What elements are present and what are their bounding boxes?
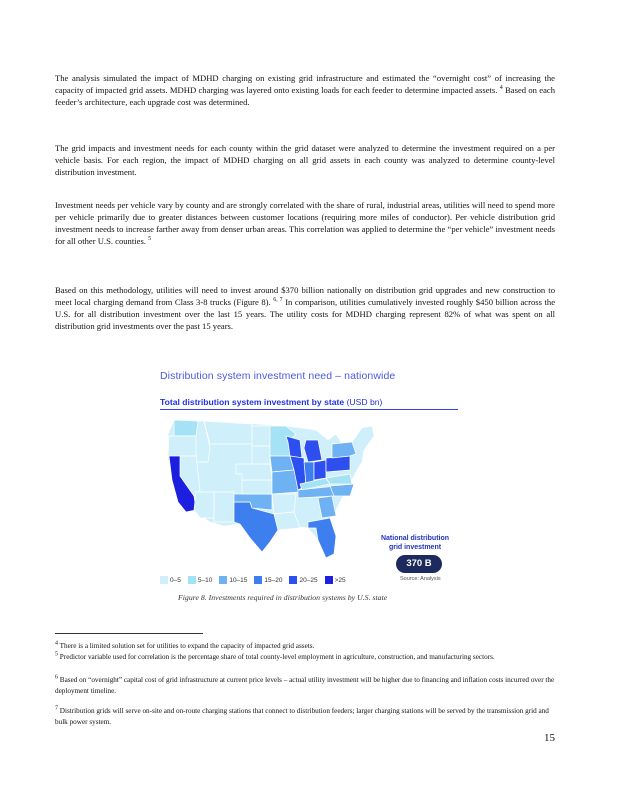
state-kansas	[242, 480, 272, 494]
legend-swatch	[219, 576, 227, 584]
state-arizona	[194, 492, 214, 518]
state-florida	[308, 518, 336, 558]
national-investment-value: 370 B	[396, 555, 442, 573]
footnote	[55, 652, 555, 663]
footnote-ref[interactable]: 6, 7	[273, 297, 283, 304]
paragraph-methodology	[55, 284, 555, 332]
paragraph-grid-impacts: The grid impacts and investment needs for each county within the grid dataset were analyzed to determine the investment required on a per vehicle basis. For each region, the impact of MDHD charging on all grid assets in each county was analyzed to determine county-level distribution investment.	[55, 143, 555, 177]
us-map	[166, 418, 378, 566]
legend-item	[325, 576, 346, 584]
footnote	[55, 641, 555, 652]
paragraph-text: In comparison, utilities cumulatively invested roughly $450 billion across the U.S. for all distribution investment over the last 15 years. The utility costs for MDHD charging represent 82% of what was spent on all distribution grid investments over the past 15 years.	[55, 297, 556, 331]
legend-swatch	[254, 576, 262, 584]
state-washington	[174, 420, 198, 436]
footnote-number: 7	[55, 705, 58, 712]
state-ohio	[314, 460, 326, 480]
national-label-line1: National distribution	[380, 535, 450, 542]
footnote-divider	[55, 633, 203, 634]
state-north-carolina	[330, 484, 354, 496]
legend-swatch	[160, 576, 168, 584]
paragraph-text: Based on this methodology, utilities will need to invest around $370 billion nationally on distribution grid upgrades and new construction to meet local charging demand from Class 3-8 trucks (Figure 8).	[55, 285, 555, 307]
footnote-text: There is a limited solution set for utilities to expand the capacity of impacted grid assets.	[59, 642, 315, 650]
footnote-text: Based on “overnight” capital cost of grid infrastructure at current price levels – actual utility investment will be higher due to financing and inflation costs incurred over the deployment timeline.	[55, 676, 555, 695]
paragraph-text: The analysis simulated the impact of MDHD charging on existing grid infrastructure and estimated the “overnight cost” of increasing the capacity of impacted grid assets. MDHD charging was layered onto existing loads for each feeder to determine impacted assets.	[55, 73, 555, 95]
figure-source: Source: Analysis	[400, 576, 441, 582]
footnote-text: Predictor variable used for correlation is the percentage share of total county-level employment in agriculture, construction, and manufacturing sectors.	[59, 653, 495, 661]
legend-label: 15–20	[264, 576, 283, 584]
legend-swatch	[289, 576, 297, 584]
footnote-ref[interactable]: 4	[499, 85, 503, 92]
legend-label: >25	[334, 576, 346, 584]
figure-8	[160, 370, 460, 610]
state-north-dakota	[252, 426, 270, 446]
page-number: 15	[544, 732, 555, 744]
national-investment-label	[370, 534, 460, 552]
paragraph-per-vehicle	[55, 199, 555, 247]
legend-item	[188, 576, 212, 584]
state-south-dakota	[252, 446, 270, 464]
legend-item	[254, 576, 282, 584]
figure-unit: (USD bn)	[346, 397, 383, 407]
legend-label: 0–5	[170, 576, 181, 584]
national-label-line2: grid investment	[388, 544, 442, 551]
legend-swatch	[188, 576, 196, 584]
legend-item	[160, 576, 181, 584]
figure-caption: Figure 8. Investments required in distribution systems by U.S. state	[178, 593, 388, 602]
paragraph-text: Investment needs per vehicle vary by county and are strongly correlated with the share of rural, industrial areas, utilities will need to spend more per vehicle primarily due to greater distances between customer locations (requiring more miles of conductor). Per vehicle distribution grid investment needs to increase farther away from denser urban areas. This correlation was applied to determine the “per vehicle” investment needs for all other U.S. counties.	[55, 200, 555, 246]
state-montana	[204, 421, 252, 444]
state-indiana	[304, 462, 314, 484]
legend-label: 10–15	[229, 576, 248, 584]
footnote-text: Distribution grids will serve on-site and on-route charging stations that connect to distribution feeders; larger charging stations will be served by the transmission grid and bulk power system.	[55, 707, 549, 726]
figure-rule	[160, 409, 458, 410]
legend-item	[219, 576, 247, 584]
legend-swatch	[325, 576, 333, 584]
footnote-number: 5	[55, 651, 58, 658]
footnote-ref[interactable]: 5	[148, 236, 152, 243]
footnote	[55, 706, 555, 727]
state-new-mexico	[214, 492, 234, 522]
figure-subtitle-text: Total distribution system investment by state	[160, 397, 345, 407]
state-pennsylvania	[326, 456, 350, 472]
figure-title: Distribution system investment need – nationwide	[160, 370, 396, 382]
legend-label: 5–10	[197, 576, 213, 584]
paragraph-analysis	[55, 72, 555, 108]
footnote	[55, 675, 555, 696]
footnote-number: 6	[55, 674, 58, 681]
legend-label: 20–25	[299, 576, 318, 584]
footnote-number: 4	[55, 640, 58, 647]
map-legend	[160, 576, 353, 584]
state-oregon	[168, 436, 198, 456]
paragraph-text: Based on each feeder’s architecture, each upgrade cost was determined.	[55, 85, 556, 107]
figure-subtitle	[160, 397, 382, 407]
legend-item	[289, 576, 317, 584]
state-arkansas	[272, 494, 296, 514]
